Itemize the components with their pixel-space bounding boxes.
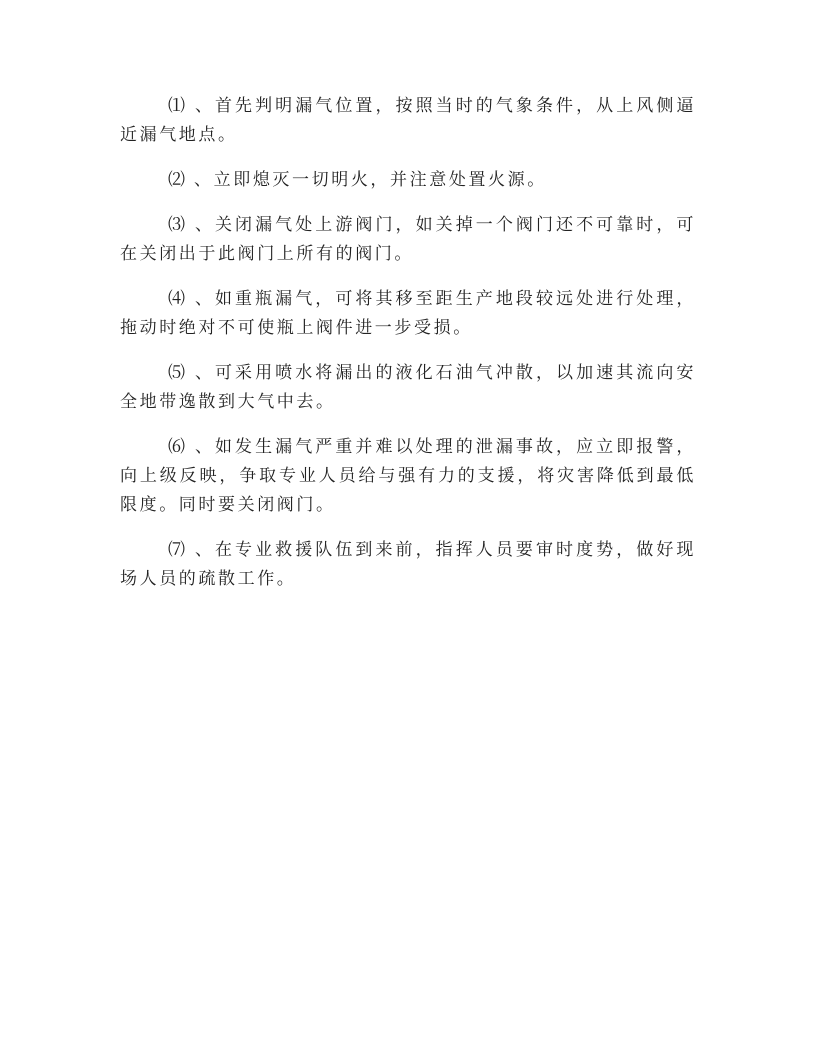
paragraph-4 (120, 285, 696, 343)
paragraph-number: ⑸ (168, 363, 187, 383)
paragraph-2 (120, 166, 696, 195)
paragraph-text: 、立即熄灭一切明火，并注意处置火源。 (194, 170, 547, 190)
paragraph-6 (120, 433, 696, 520)
paragraph-text: 、可采用喷水将漏出的液化石油气冲散，以加速其流向安全地带逸散到大气中去。 (120, 363, 696, 412)
paragraph-5 (120, 359, 696, 417)
paragraph-3 (120, 211, 696, 269)
paragraph-text: 、如重瓶漏气，可将其移至距生产地段较远处进行处理，拖动时绝对不可使瓶上阀件进一步受损。 (120, 289, 696, 338)
paragraph-number: ⑵ (168, 170, 186, 190)
paragraph-text: 、首先判明漏气位置，按照当时的气象条件，从上风侧逼近漏气地点。 (120, 96, 696, 145)
paragraph-number: ⑴ (168, 96, 187, 116)
paragraph-1 (120, 92, 696, 150)
paragraph-number: ⑹ (168, 437, 187, 457)
document-body (120, 92, 696, 610)
paragraph-number: ⑷ (168, 289, 187, 309)
paragraph-text: 、关闭漏气处上游阀门，如关掉一个阀门还不可靠时，可在关闭出于此阀门上所有的阀门。 (120, 215, 696, 264)
paragraph-7 (120, 536, 696, 594)
paragraph-number: ⑶ (168, 215, 187, 235)
paragraph-number: ⑺ (168, 540, 187, 560)
paragraph-text: 、在专业救援队伍到来前，指挥人员要审时度势，做好现场人员的疏散工作。 (120, 540, 696, 589)
paragraph-text: 、如发生漏气严重并难以处理的泄漏事故，应立即报警，向上级反映，争取专业人员给与强有力的支援，将灾害降低到最低限度。同时要关闭阀门。 (120, 437, 696, 515)
